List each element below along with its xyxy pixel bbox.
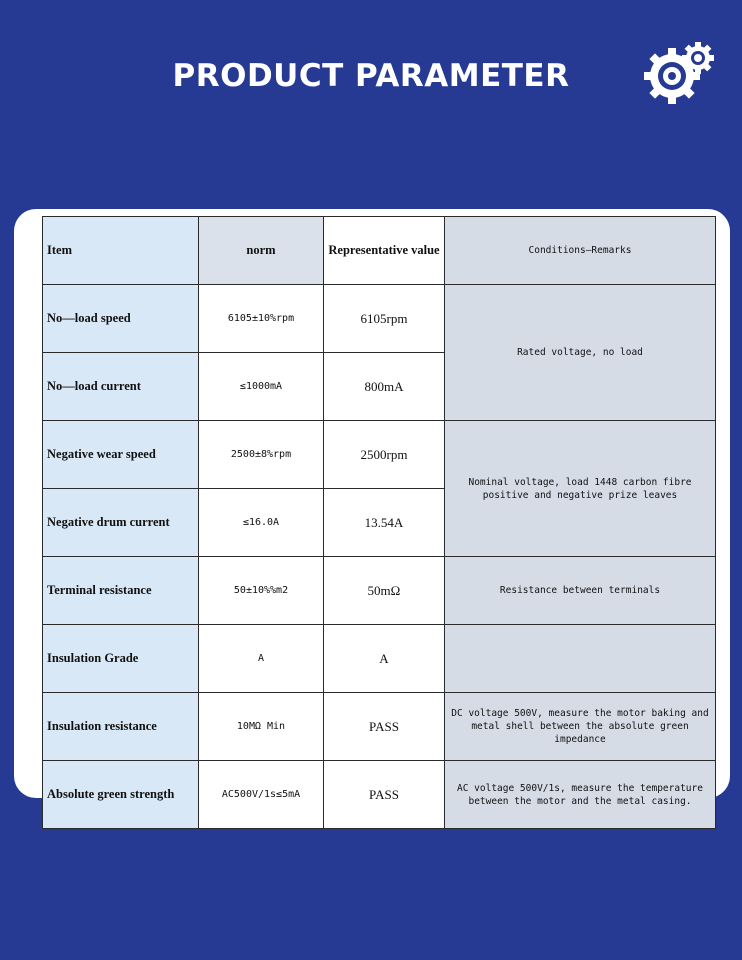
cell-norm: A xyxy=(199,625,324,693)
cell-conditions: AC voltage 500V/1s, measure the temperature between the motor and the metal casing. xyxy=(445,761,716,829)
cell-item: No—load current xyxy=(43,353,199,421)
cell-conditions xyxy=(445,625,716,693)
cell-value: 13.54A xyxy=(324,489,445,557)
cell-value: 50mΩ xyxy=(324,557,445,625)
table-row xyxy=(43,285,716,353)
table-row xyxy=(43,693,716,761)
page-title: PRODUCT PARAMETER xyxy=(172,58,570,94)
parameter-card xyxy=(14,209,730,807)
cell-norm: AC500V/1s≤5mA xyxy=(199,761,324,829)
column-header-value: Representative value xyxy=(324,217,445,285)
parameter-table xyxy=(42,216,716,829)
cell-norm: 50±10%%m2 xyxy=(199,557,324,625)
cell-value: 800mA xyxy=(324,353,445,421)
cell-item: Negative drum current xyxy=(43,489,199,557)
cell-norm: 10MΩ Min xyxy=(199,693,324,761)
column-header-conditions: Conditions—Remarks xyxy=(445,217,716,285)
cell-conditions: Nominal voltage, load 1448 carbon fibre positive and negative prize leaves xyxy=(445,421,716,557)
cell-norm: ≤1000mA xyxy=(199,353,324,421)
table-row xyxy=(43,421,716,489)
table-row xyxy=(43,557,716,625)
cell-conditions: Rated voltage, no load xyxy=(445,285,716,421)
cell-item: Insulation resistance xyxy=(43,693,199,761)
cell-norm: 2500±8%rpm xyxy=(199,421,324,489)
cell-conditions: DC voltage 500V, measure the motor baking and metal shell between the absolute green impedance xyxy=(445,693,716,761)
cell-item: Absolute green strength xyxy=(43,761,199,829)
cell-conditions: Resistance between terminals xyxy=(445,557,716,625)
table-row xyxy=(43,761,716,829)
cell-value: PASS xyxy=(324,693,445,761)
cell-value: PASS xyxy=(324,761,445,829)
cell-item: No—load speed xyxy=(43,285,199,353)
cell-item: Terminal resistance xyxy=(43,557,199,625)
cell-value: A xyxy=(324,625,445,693)
cell-value: 6105rpm xyxy=(324,285,445,353)
column-header-item: Item xyxy=(43,217,199,285)
cell-item: Insulation Grade xyxy=(43,625,199,693)
cell-norm: 6105±10%rpm xyxy=(199,285,324,353)
gear-icon xyxy=(640,38,718,108)
cell-value: 2500rpm xyxy=(324,421,445,489)
table-header-row xyxy=(43,217,716,285)
table-row xyxy=(43,625,716,693)
column-header-norm: norm xyxy=(199,217,324,285)
cell-item: Negative wear speed xyxy=(43,421,199,489)
cell-norm: ≤16.0A xyxy=(199,489,324,557)
